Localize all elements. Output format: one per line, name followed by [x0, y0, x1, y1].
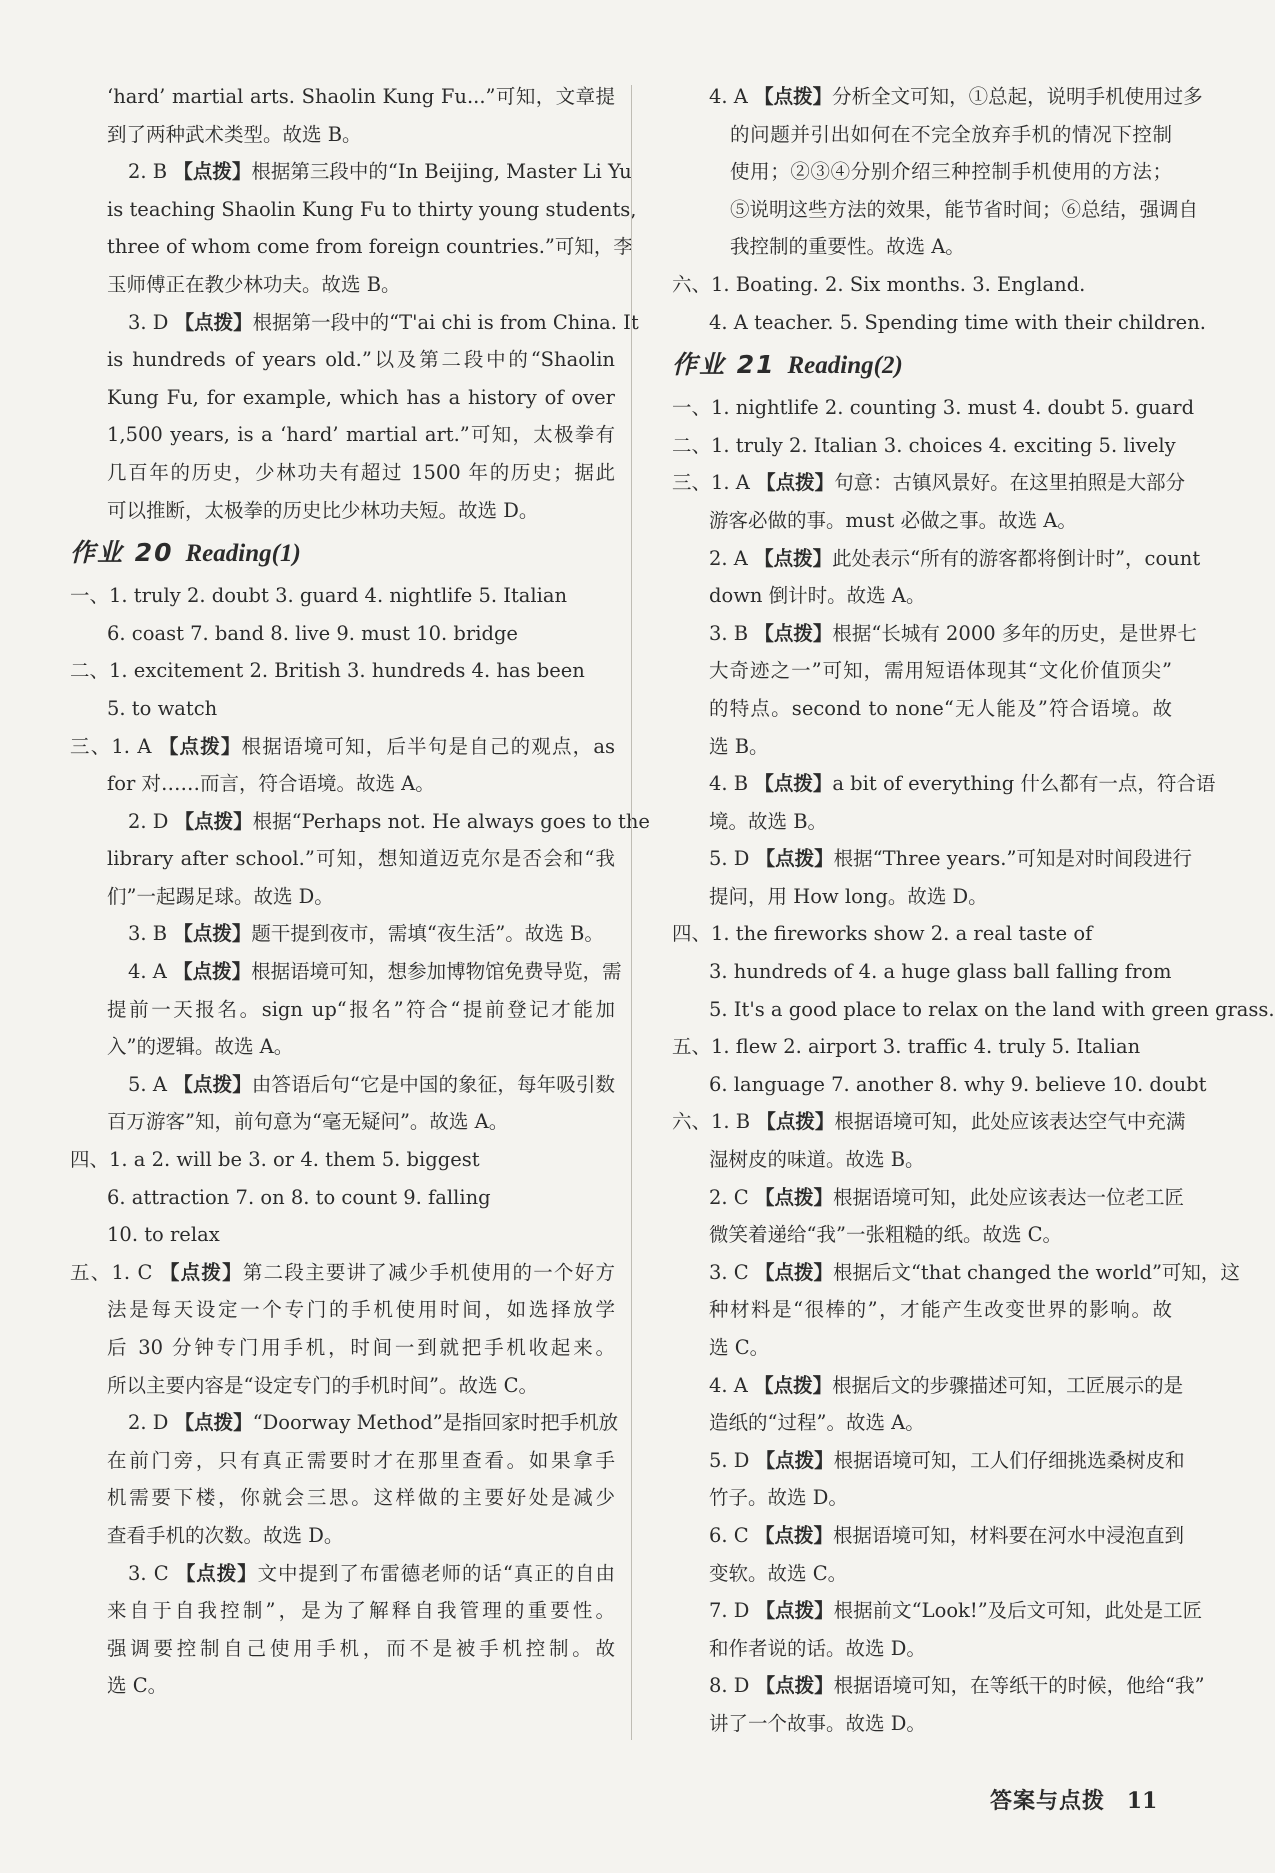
answer-line: 可以推断，太极拳的历史比少林功夫短。故选 D。: [107, 498, 539, 522]
hint-marker: 【点拨】: [173, 922, 252, 946]
answer-line: 3. B 【点拨】根据“长城有 2000 多年的历史，是世界七: [709, 621, 1197, 645]
answer-line: three of whom come from foreign countries.”可知，李: [107, 235, 633, 259]
answer-line: 一、1. truly 2. doubt 3. guard 4. nightlife 5. Italian: [70, 584, 568, 608]
answer-line: 三、1. A 【点拨】句意：古镇风景好。在这里拍照是大部分: [672, 471, 1186, 495]
hint-marker: 【点拨】: [755, 1599, 834, 1623]
answer-line: 查看手机的次数。故选 D。: [107, 1523, 344, 1547]
hint-marker: 【点拨】: [173, 160, 252, 184]
answer-line: 入”的逻辑。故选 A。: [107, 1035, 294, 1059]
answer-line: 5. D 【点拨】根据“Three years.”可知是对时间段进行: [709, 847, 1192, 871]
answer-line: 提问，用 How long。故选 D。: [709, 884, 988, 908]
answer-line: 玉师傅正在教少林功夫。故选 B。: [107, 272, 401, 296]
answer-line: 到了两种武术类型。故选 B。: [107, 122, 362, 146]
answer-line: 讲了一个故事。故选 D。: [709, 1711, 926, 1735]
answer-line: 4. A teacher. 5. Spending time with their children.: [709, 310, 1206, 334]
answer-line: 四、1. a 2. will be 3. or 4. them 5. biggest: [70, 1148, 480, 1172]
answer-line: 3. C 【点拨】文中提到了布雷德老师的话“真正的自由: [128, 1561, 615, 1585]
hint-marker: 【点拨】: [755, 847, 834, 871]
answer-line: 5. to watch: [107, 696, 218, 720]
answer-line: 选 B。: [709, 734, 769, 758]
answer-line: 6. coast 7. band 8. live 9. must 10. bridge: [107, 621, 518, 645]
section-heading: [70, 529, 615, 577]
answer-line: 湿树皮的味道。故选 B。: [709, 1148, 925, 1172]
answer-line: 的问题并引出如何在不完全放弃手机的情况下控制: [730, 122, 1172, 146]
answer-line: 6. attraction 7. on 8. to count 9. falling: [107, 1185, 491, 1209]
answer-line: 法是每天设定一个专门的手机使用时间，如选择放学: [107, 1298, 615, 1322]
answer-line: 大奇迹之一”可知，需用短语体现其“文化价值顶尖”: [709, 659, 1172, 683]
hint-marker: 【点拨】: [173, 960, 252, 984]
answer-line: 1,500 years, is a ‘hard’ martial art.”可知，太极拳有: [107, 423, 615, 447]
answer-line: 和作者说的话。故选 D。: [709, 1636, 926, 1660]
answer-line: 种材料是“很棒的”，才能产生改变世界的影响。故: [709, 1298, 1172, 1322]
left-column: [70, 78, 650, 1705]
column-divider: [631, 85, 632, 1740]
answer-line: 我控制的重要性。故选 A。: [730, 235, 965, 259]
answer-line: 4. A 【点拨】分析全文可知，①总起，说明手机使用过多: [709, 85, 1203, 108]
answer-line: 4. A 【点拨】根据语境可知，想参加博物馆免费导览，需: [128, 960, 622, 984]
answer-line: 六、1. Boating. 2. Six months. 3. England.: [672, 272, 1086, 296]
answer-line: 2. D 【点拨】根据“Perhaps not. He always goes to the: [128, 809, 650, 833]
section-number: 作业 20: [70, 538, 174, 568]
answer-line: 6. language 7. another 8. why 9. believe 10. doubt: [709, 1072, 1207, 1096]
answer-line: 后 30 分钟专门用手机，时间一到就把手机收起来。: [107, 1336, 615, 1359]
answer-line: 的特点。second to none“无人能及”符合语境。故: [709, 696, 1172, 720]
answer-line: 五、1. C 【点拨】第二段主要讲了减少手机使用的一个好方: [70, 1260, 615, 1284]
answer-line: down 倒计时。故选 A。: [709, 584, 926, 608]
answer-line: 2. D 【点拨】“Doorway Method”是指回家时把手机放: [128, 1411, 619, 1435]
hint-marker: 【点拨】: [174, 310, 253, 334]
answer-line: 8. D 【点拨】根据语境可知，在等纸干的时候，他给“我”: [709, 1674, 1205, 1698]
answer-line: 4. B 【点拨】a bit of everything 什么都有一点，符合语: [709, 772, 1216, 796]
answer-line: 六、1. B 【点拨】根据语境可知，此处应该表达空气中充满: [672, 1110, 1186, 1134]
answer-line: 来自于自我控制”，是为了解释自我管理的重要性。: [107, 1599, 615, 1623]
hint-marker: 【点拨】: [175, 1561, 258, 1585]
answer-line: ⑤说明这些方法的效果，能节省时间；⑥总结，强调自: [730, 197, 1199, 221]
right-column: [672, 78, 1275, 1743]
answer-line: 微笑着递给“我”一张粗糙的纸。故选 C。: [709, 1223, 1063, 1247]
answer-line: 竹子。故选 D。: [709, 1486, 848, 1510]
answer-line: 3. hundreds of 4. a huge glass ball falling from: [709, 960, 1172, 984]
hint-marker: 【点拨】: [173, 1072, 252, 1096]
answer-line: 机需要下楼，你就会三思。这样做的主要好处是减少: [107, 1486, 615, 1510]
hint-marker: 【点拨】: [174, 1411, 253, 1435]
footer-title: 答案与点拨: [990, 1789, 1106, 1814]
hint-marker: 【点拨】: [174, 809, 253, 833]
hint-marker: 【点拨】: [756, 1110, 835, 1134]
answer-line: 提前一天报名。sign up“报名”符合“提前登记才能加: [107, 997, 615, 1021]
hint-marker: 【点拨】: [754, 1185, 833, 1209]
answer-line: library after school.”可知，想知道迈克尔是否会和“我: [107, 847, 615, 871]
answer-line: 变软。故选 C。: [709, 1561, 848, 1585]
answer-line: 2. A 【点拨】此处表示“所有的游客都将倒计时”，count: [709, 546, 1201, 570]
section-number: 作业 21: [672, 350, 776, 380]
answer-line: 五、1. flew 2. airport 3. traffic 4. truly 5. Italian: [672, 1035, 1141, 1059]
hint-marker: 【点拨】: [754, 1373, 833, 1397]
hint-marker: 【点拨】: [754, 1523, 833, 1547]
section-title: Reading(2): [787, 352, 903, 380]
answer-line: 百万游客”知，前句意为“毫无疑问”。故选 A。: [107, 1110, 509, 1134]
answer-line: 境。故选 B。: [709, 809, 828, 833]
answer-line: 选 C。: [107, 1674, 168, 1698]
hint-marker: 【点拨】: [754, 621, 833, 645]
answer-line: is hundreds of years old.”以及第二段中的“Shaolin: [107, 348, 615, 372]
answer-line: 一、1. nightlife 2. counting 3. must 4. doubt 5. guard: [672, 396, 1195, 420]
answer-line: 4. A 【点拨】根据后文的步骤描述可知，工匠展示的是: [709, 1373, 1184, 1397]
answer-line: 10. to relax: [107, 1223, 220, 1247]
answer-line: 几百年的历史，少林功夫有超过 1500 年的历史；据此: [107, 460, 615, 484]
answer-line: for 对……而言，符合语境。故选 A。: [107, 772, 435, 796]
hint-marker: 【点拨】: [754, 1260, 833, 1284]
answer-line: 5. D 【点拨】根据语境可知，工人们仔细挑选桑树皮和: [709, 1448, 1185, 1472]
answer-line: 5. A 【点拨】由答语后句“它是中国的象征，每年吸引数: [128, 1072, 615, 1096]
answer-line: 造纸的“过程”。故选 A。: [709, 1411, 925, 1435]
answer-line: 游客必做的事。must 必做之事。故选 A。: [709, 508, 1077, 532]
answer-line: 二、1. truly 2. Italian 3. choices 4. exciting 5. lively: [672, 433, 1176, 457]
page-number: 11: [1126, 1788, 1158, 1814]
hint-marker: 【点拨】: [754, 772, 833, 796]
answer-line: 3. D 【点拨】根据第一段中的“T'ai chi is from China. It: [128, 310, 639, 334]
answer-line: 二、1. excitement 2. British 3. hundreds 4. has been: [70, 659, 585, 683]
answer-line: 3. B 【点拨】题干提到夜市，需填“夜生活”。故选 B。: [128, 922, 604, 946]
hint-marker: 【点拨】: [158, 734, 242, 758]
answer-line: 强调要控制自己使用手机，而不是被手机控制。故: [107, 1636, 615, 1660]
section-title: Reading(1): [185, 540, 301, 568]
answer-line: 在前门旁，只有真正需要时才在那里查看。如果拿手: [107, 1448, 615, 1472]
section-heading: [672, 341, 1172, 389]
answer-line: 7. D 【点拨】根据前文“Look!”及后文可知，此处是工匠: [709, 1599, 1203, 1623]
hint-marker: 【点拨】: [755, 1674, 834, 1698]
answer-line: Kung Fu, for example, which has a history of over: [107, 385, 615, 409]
answer-line: ‘hard’ martial arts. Shaolin Kung Fu...”可知，文章提: [107, 85, 615, 108]
page-footer: [990, 1784, 1157, 1815]
answer-line: 5. It's a good place to relax on the land with green grass.: [709, 997, 1275, 1021]
hint-marker: 【点拨】: [755, 1448, 834, 1472]
answer-line: 2. C 【点拨】根据语境可知，此处应该表达一位老工匠: [709, 1185, 1184, 1209]
answer-line: 三、1. A 【点拨】根据语境可知，后半句是自己的观点，as: [70, 734, 615, 758]
answer-line: 所以主要内容是“设定专门的手机时间”。故选 C。: [107, 1373, 539, 1397]
answer-line: 2. B 【点拨】根据第三段中的“In Beijing, Master Li Yu: [128, 160, 632, 184]
answer-line: is teaching Shaolin Kung Fu to thirty young students,: [107, 197, 637, 221]
answer-line: 6. C 【点拨】根据语境可知，材料要在河水中浸泡直到: [709, 1523, 1184, 1547]
hint-marker: 【点拨】: [754, 546, 833, 570]
hint-marker: 【点拨】: [756, 471, 835, 495]
answer-line: 选 C。: [709, 1336, 770, 1359]
answer-line: 使用；②③④分别介绍三种控制手机使用的方法；: [730, 160, 1172, 184]
hint-marker: 【点拨】: [159, 1260, 243, 1284]
answer-line: 们”一起踢足球。故选 D。: [107, 884, 334, 908]
answer-line: 3. C 【点拨】根据后文“that changed the world”可知，这: [709, 1260, 1240, 1284]
answer-line: 四、1. the fireworks show 2. a real taste of: [672, 922, 1093, 946]
hint-marker: 【点拨】: [754, 85, 833, 108]
